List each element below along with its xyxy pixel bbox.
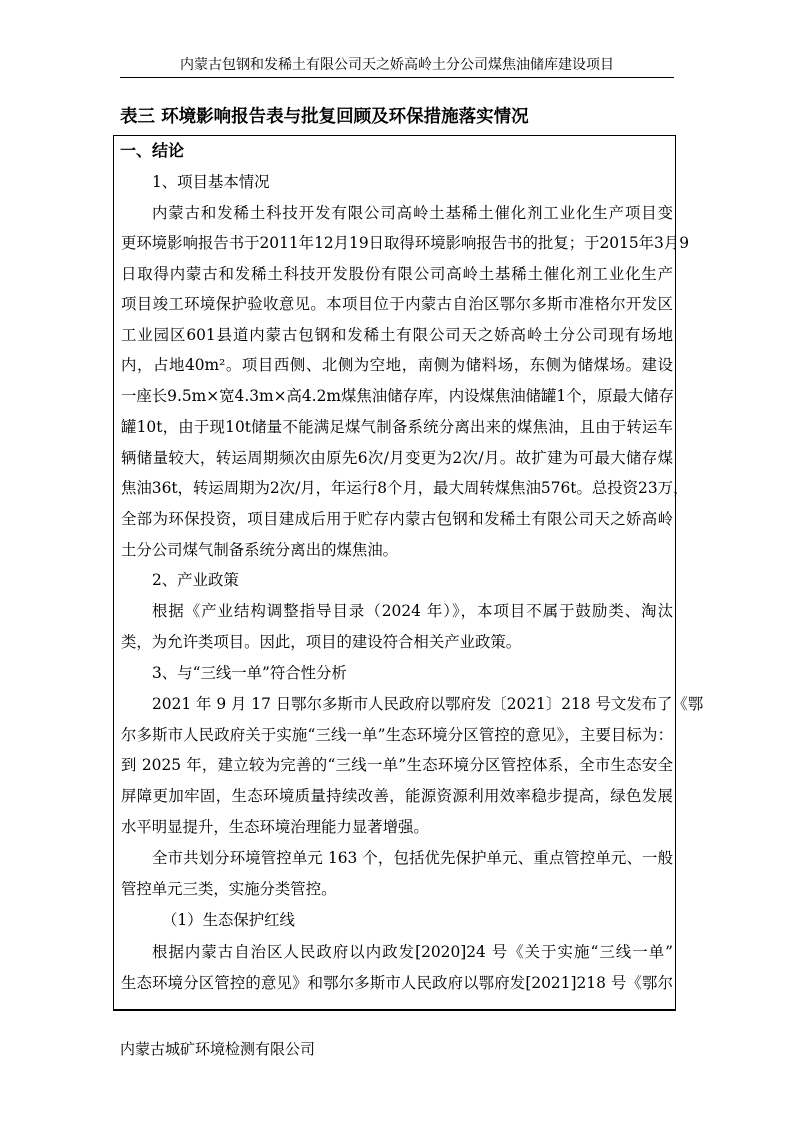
paragraph-line: 尔多斯市人民政府关于实施“三线一单”生态环境分区管控的意见》，主要目标为： <box>121 726 673 744</box>
paragraph-line: 屏障更加牢固，生态环境质量持续改善，能源资源利用效率稳步提高，绿色发展 <box>121 787 673 805</box>
paragraph-line: 1、项目基本情况 <box>152 173 270 191</box>
paragraph-line: 日取得内蒙古和发稀土科技开发股份有限公司高岭土基稀土催化剂工业化生产 <box>121 265 673 283</box>
paragraph-line: 工业园区601县道内蒙古包钢和发稀土有限公司天之娇高岭土分公司现有场地 <box>121 326 673 344</box>
conclusion-heading: 一、结论 <box>120 141 185 160</box>
paragraph-line: 水平明显提升，生态环境治理能力显著增强。 <box>121 818 429 836</box>
page-header: 内蒙古包钢和发稀土有限公司天之娇高岭土分公司煤焦油储库建设项目 <box>180 57 614 73</box>
paragraph-line: 根据《产业结构调整指导目录（2024 年）》，本项目不属于鼓励类、淘汰 <box>152 602 673 620</box>
paragraph-line: 生态环境分区管控的意见》和鄂尔多斯市人民政府以鄂府发[2021]218 号《鄂尔 <box>121 974 673 992</box>
header-rule <box>120 77 674 78</box>
paragraph-line: 根据内蒙古自治区人民政府以内政发[2020]24 号《关于实施“三线一单” <box>152 943 673 961</box>
paragraph-line: 罐10t，由于现10t储量不能满足煤气制备系统分离出来的煤焦油，且由于转运车 <box>121 418 673 436</box>
paragraph-line: 焦油36t，转运周期为2次/月，年运行8个月，最大周转煤焦油576t。总投资23万， <box>121 479 689 497</box>
paragraph-line: 内蒙古和发稀土科技开发有限公司高岭土基稀土催化剂工业化生产项目变 <box>152 204 673 222</box>
paragraph-line: 类，为允许类项目。因此，项目的建设符合相关产业政策。 <box>121 633 522 651</box>
paragraph-line: 全部为环保投资，项目建成后用于贮存内蒙古包钢和发稀土有限公司天之娇高岭 <box>121 510 673 528</box>
paragraph-line: （1）生态保护红线 <box>162 911 295 929</box>
paragraph-line: 全市共划分环境管控单元 163 个，包括优先保护单元、重点管控单元、一般 <box>152 849 673 867</box>
paragraph-line: 2021 年 9 月 17 日鄂尔多斯市人民政府以鄂府发〔2021〕218 号文发布了《鄂 <box>152 695 704 713</box>
paragraph-line: 项目竣工环境保护验收意见。本项目位于内蒙古自治区鄂尔多斯市准格尔开发区 <box>121 295 673 313</box>
paragraph-line: 更环境影响报告书于2011年12月19日取得环境影响报告书的批复；于2015年3月9 <box>121 234 690 252</box>
paragraph-line: 一座长9.5m×宽4.3m×高4.2m煤焦油储存库，内设煤焦油储罐1个，原最大储存 <box>121 387 674 405</box>
section-title: 表三 环境影响报告表与批复回顾及环保措施落实情况 <box>120 107 529 127</box>
paragraph-line: 3、与“三线一单”符合性分析 <box>152 664 347 682</box>
paragraph-line: 土分公司煤气制备系统分离出的煤焦油。 <box>121 541 399 559</box>
page-footer: 内蒙古城矿环境检测有限公司 <box>120 1040 316 1058</box>
paragraph-line: 管控单元三类，实施分类管控。 <box>121 880 337 898</box>
paragraph-line: 2、产业政策 <box>152 571 239 589</box>
paragraph-line: 内，占地40m²。项目西侧、北侧为空地，南侧为储料场，东侧为储煤场。建设 <box>121 356 673 374</box>
frame-bottom-rule <box>113 1009 676 1011</box>
paragraph-line: 到 2025 年，建立较为完善的“三线一单”生态环境分区管控体系，全市生态安全 <box>121 756 673 774</box>
paragraph-line: 辆储量较大，转运周期频次由原先6次/月变更为2次/月。故扩建为可最大储存煤 <box>121 449 673 467</box>
